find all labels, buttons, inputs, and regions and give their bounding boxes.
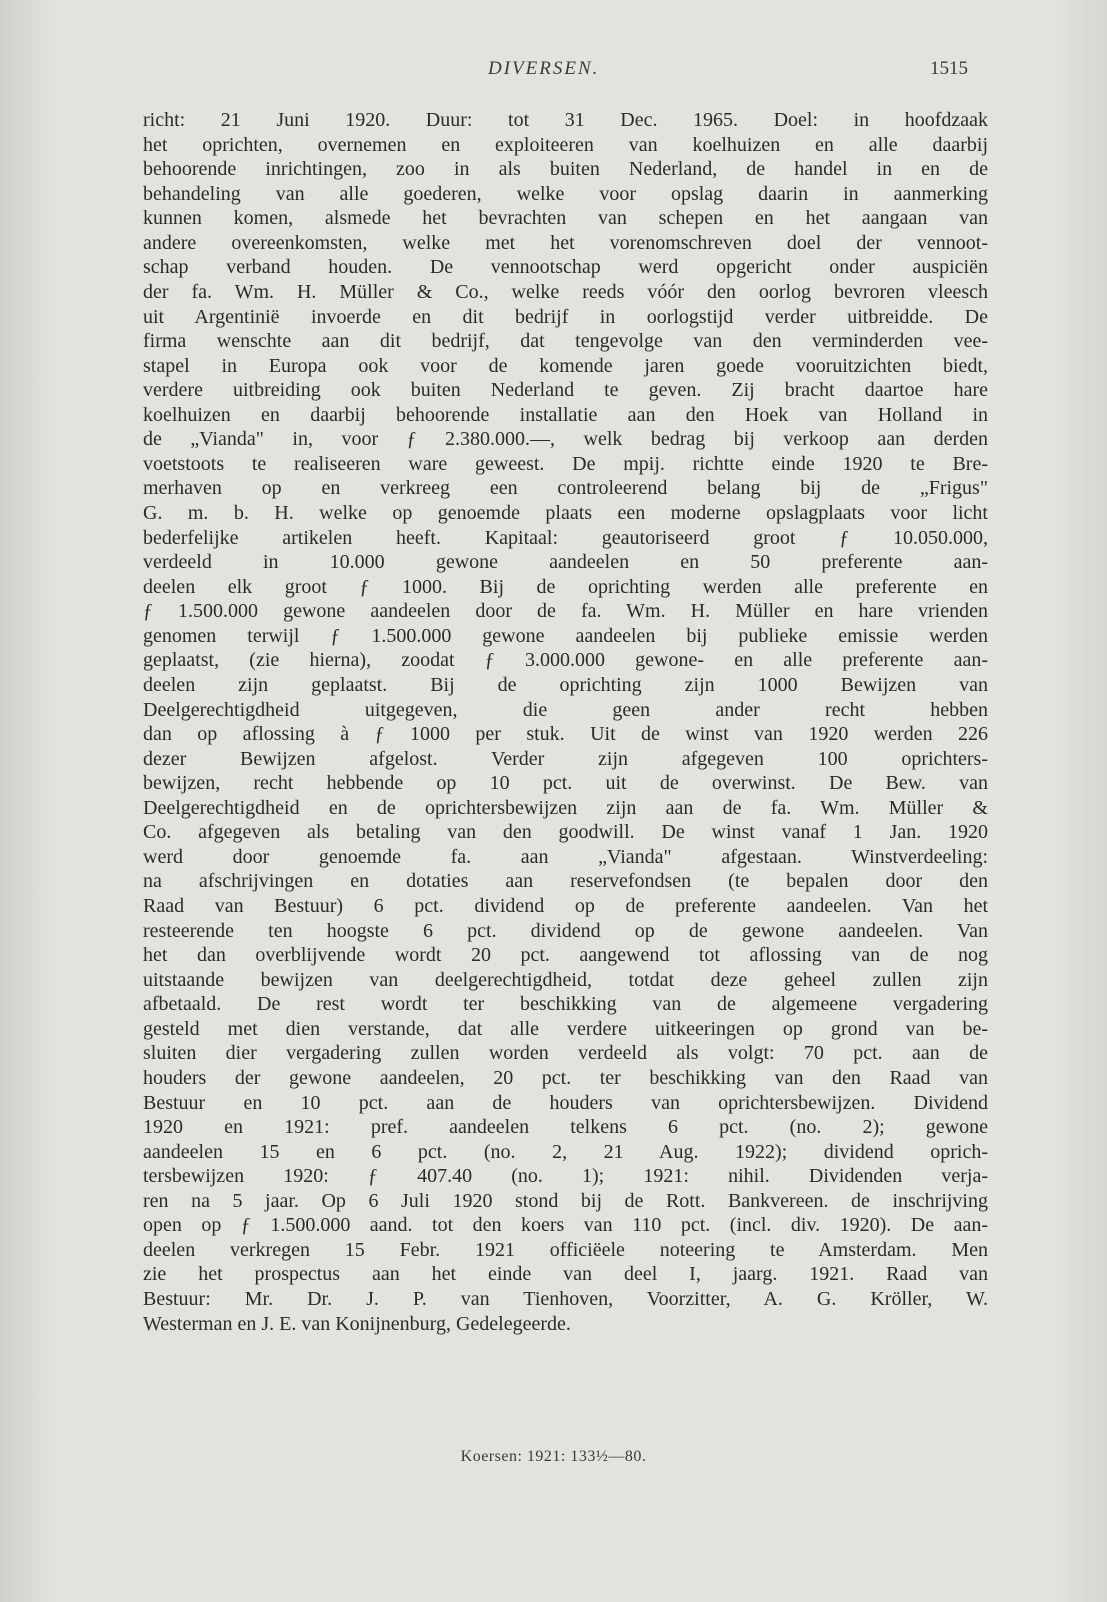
text-line: kunnen komen, alsmede het bevrachten van schepen en het aangaan van bbox=[143, 207, 988, 230]
koersen-footer: Koersen: 1921: 133½—80. bbox=[460, 1448, 647, 1465]
text-line: Deelgerechtigdheid en de oprichtersbewijzen zijn aan de fa. Wm. Müller & bbox=[143, 796, 988, 819]
text-line: koelhuizen en daarbij behoorende installatie aan den Hoek van Holland in bbox=[143, 403, 988, 426]
text-line: firma wenschte aan dit bedrijf, dat tengevolge van den verminderden vee- bbox=[143, 330, 988, 353]
text-line: G. m. b. H. welke op genoemde plaats een moderne opslagplaats voor licht bbox=[143, 502, 988, 524]
text-line: voetstoots te realiseeren ware geweest. De mpij. richtte einde 1920 te Bre- bbox=[143, 452, 988, 475]
text-line: Raad van Bestuur) 6 pct. dividend op de preferente aandeelen. Van het bbox=[143, 895, 988, 917]
text-line: uit Argentinië invoerde en dit bedrijf in oorlogstijd verder uitbreidde. De bbox=[143, 305, 988, 328]
text-line: der fa. Wm. H. Müller & Co., welke reeds vóór den oorlog bevroren vleesch bbox=[143, 280, 988, 303]
text-line: verdere uitbreiding ook buiten Nederland te geven. Zij bracht daartoe hare bbox=[143, 379, 988, 402]
text-line: verdeeld in 10.000 gewone aandeelen en 50 preferente aan- bbox=[143, 551, 988, 574]
text-line: het dan overblijvende wordt 20 pct. aangewend tot aflossing van de nog bbox=[143, 944, 988, 967]
text-line: behoorende inrichtingen, zoo in als buiten Nederland, de handel in en de bbox=[143, 158, 988, 181]
text-line: werd door genoemde fa. aan „Vianda" afgestaan. Winstverdeeling: bbox=[143, 845, 988, 868]
text-line: genomen terwijl ƒ 1.500.000 gewone aandeelen bij publieke emissie werden bbox=[143, 624, 988, 647]
text-line: ƒ 1.500.000 gewone aandeelen door de fa. Wm. H. Müller en hare vrienden bbox=[143, 600, 988, 623]
text-line: gesteld met dien verstande, dat alle verdere uitkeeringen op grond van be- bbox=[143, 1017, 988, 1040]
page-header bbox=[0, 58, 1107, 88]
text-line: richt: 21 Juni 1920. Duur: tot 31 Dec. 1965. Doel: in hoofdzaak bbox=[143, 109, 988, 131]
text-line: open op ƒ 1.500.000 aand. tot den koers van 110 pct. (incl. div. 1920). De aan- bbox=[143, 1214, 988, 1237]
text-line: Co. afgegeven als betaling van den goodwill. De winst vanaf 1 Jan. 1920 bbox=[143, 821, 988, 844]
text-line: deelen verkregen 15 Febr. 1921 officiëele noteering te Amsterdam. Men bbox=[143, 1238, 988, 1261]
text-line: stapel in Europa ook voor de komende jaren goede vooruitzichten biedt, bbox=[143, 354, 988, 377]
page-number: 1515 bbox=[930, 58, 968, 79]
text-line: sluiten dier vergadering zullen worden verdeeld als volgt: 70 pct. aan de bbox=[143, 1042, 988, 1065]
text-line: afbetaald. De rest wordt ter beschikking van de algemeene vergadering bbox=[143, 993, 988, 1016]
text-line: dan op aflossing à ƒ 1000 per stuk. Uit de winst van 1920 werden 226 bbox=[143, 723, 988, 746]
text-line: de „Vianda" in, voor ƒ 2.380.000.—, welk bedrag bij verkoop aan derden bbox=[143, 428, 988, 451]
text-line: tersbewijzen 1920: ƒ 407.40 (no. 1); 1921: nihil. Dividenden verja- bbox=[143, 1165, 988, 1188]
text-line: ren na 5 jaar. Op 6 Juli 1920 stond bij de Rott. Bankvereen. de inschrijving bbox=[143, 1189, 988, 1212]
text-line: Bestuur: Mr. Dr. J. P. van Tienhoven, Voorzitter, A. G. Kröller, W. bbox=[143, 1288, 988, 1310]
text-line: geplaatst, (zie hierna), zoodat ƒ 3.000.000 gewone- en alle preferente aan- bbox=[143, 649, 988, 672]
running-head-title: DIVERSEN. bbox=[488, 58, 600, 79]
text-line: resteerende ten hoogste 6 pct. dividend op de gewone aandeelen. Van bbox=[143, 919, 988, 942]
text-line: deelen elk groot ƒ 1000. Bij de oprichting werden alle preferente en bbox=[143, 575, 988, 598]
text-line: andere overeenkomsten, welke met het vorenomschreven doel der vennoot- bbox=[143, 231, 988, 254]
text-line: bewijzen, recht hebbende op 10 pct. uit de overwinst. De Bew. van bbox=[143, 772, 988, 795]
text-line: uitstaande bewijzen van deelgerechtigdheid, totdat deze geheel zullen zijn bbox=[143, 968, 988, 991]
text-line: Bestuur en 10 pct. aan de houders van oprichtersbewijzen. Dividend bbox=[143, 1091, 988, 1114]
text-line: bederfelijke artikelen heeft. Kapitaal: geautoriseerd groot ƒ 10.050.000, bbox=[143, 526, 988, 549]
text-line: deelen zijn geplaatst. Bij de oprichting zijn 1000 Bewijzen van bbox=[143, 673, 988, 696]
text-line: merhaven op en verkreeg een controleerend belang bij de „Frigus" bbox=[143, 477, 988, 500]
text-line: schap verband houden. De vennootschap werd opgericht onder auspiciën bbox=[143, 256, 988, 279]
text-line: behandeling van alle goederen, welke voor opslag daarin in aanmerking bbox=[143, 182, 988, 205]
text-line: aandeelen 15 en 6 pct. (no. 2, 21 Aug. 1922); dividend oprich- bbox=[143, 1140, 988, 1163]
text-line: dezer Bewijzen afgelost. Verder zijn afgegeven 100 oprichters- bbox=[143, 747, 988, 770]
text-line: 1920 en 1921: pref. aandeelen telkens 6 pct. (no. 2); gewone bbox=[143, 1116, 988, 1139]
text-line: Deelgerechtigdheid uitgegeven, die geen ander recht hebben bbox=[143, 698, 988, 721]
text-line: het oprichten, overnemen en exploiteeren van koelhuizen en alle daarbij bbox=[143, 133, 988, 156]
text-line: na afschrijvingen en dotaties aan reservefondsen (te bepalen door den bbox=[143, 870, 988, 893]
body-text bbox=[143, 108, 988, 1336]
text-line: Westerman en J. E. van Konijnenburg, Gedelegeerde. bbox=[143, 1312, 571, 1335]
text-line: houders der gewone aandeelen, 20 pct. ter beschikking van den Raad van bbox=[143, 1066, 988, 1089]
text-line: zie het prospectus aan het einde van deel I, jaarg. 1921. Raad van bbox=[143, 1263, 988, 1286]
